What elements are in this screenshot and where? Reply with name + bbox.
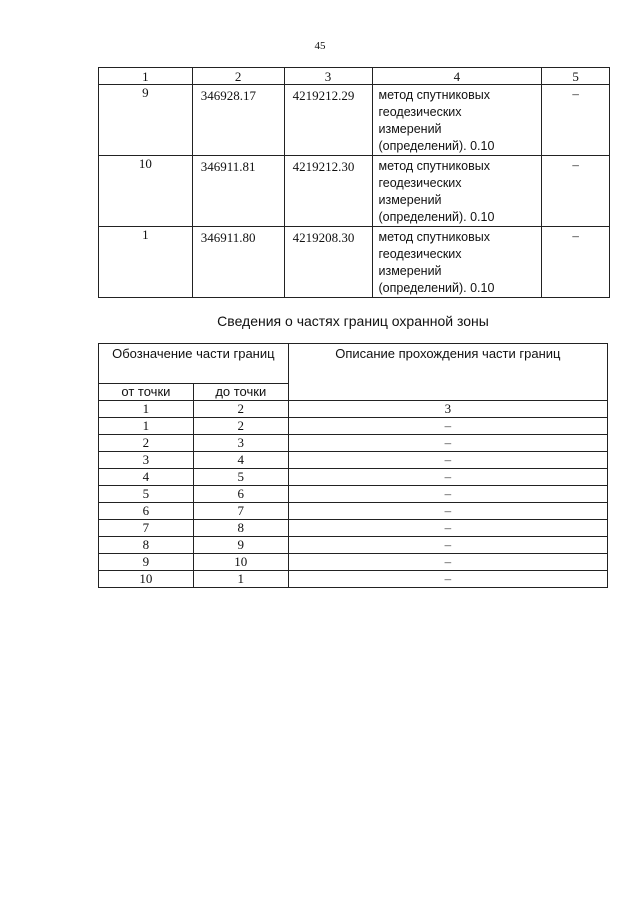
from-point: 2 <box>99 435 194 452</box>
part-description: – <box>288 486 607 503</box>
extra-value: – <box>542 85 610 156</box>
to-point: 2 <box>193 418 288 435</box>
table-row <box>99 418 608 435</box>
part-description: – <box>288 554 607 571</box>
point-number: 1 <box>99 227 193 298</box>
column-number: 5 <box>542 68 610 85</box>
parts-header-row <box>99 344 608 384</box>
coord-y: 4219212.30 <box>284 156 372 227</box>
table-row <box>99 227 610 298</box>
coord-y: 4219212.29 <box>284 85 372 156</box>
section-title: Сведения о частях границ охранной зоны <box>217 313 489 329</box>
method-line: геодезических <box>378 105 462 119</box>
from-point: 6 <box>99 503 194 520</box>
method-description <box>372 156 542 227</box>
from-header: от точки <box>99 384 194 401</box>
extra-value: – <box>542 227 610 298</box>
table-row <box>99 537 608 554</box>
column-number: 2 <box>192 68 284 85</box>
table-row <box>99 571 608 588</box>
group-header: Обозначение части границ <box>99 344 289 384</box>
part-description: – <box>288 503 607 520</box>
coord-x: 346928.17 <box>192 85 284 156</box>
coord-x: 346911.80 <box>192 227 284 298</box>
table-row <box>99 435 608 452</box>
coord-y: 4219208.30 <box>284 227 372 298</box>
part-description: – <box>288 469 607 486</box>
table-row <box>99 486 608 503</box>
column-number-row <box>99 401 608 418</box>
column-number: 4 <box>372 68 542 85</box>
coordinates-table <box>98 67 610 298</box>
table-row <box>99 503 608 520</box>
method-line: метод спутниковых <box>378 159 490 173</box>
from-point: 7 <box>99 520 194 537</box>
to-point: 6 <box>193 486 288 503</box>
coord-x: 346911.81 <box>192 156 284 227</box>
table-row <box>99 554 608 571</box>
from-point: 5 <box>99 486 194 503</box>
to-point: 9 <box>193 537 288 554</box>
part-description: – <box>288 435 607 452</box>
column-number: 1 <box>99 68 193 85</box>
table-row <box>99 85 610 156</box>
from-point: 9 <box>99 554 194 571</box>
table-row <box>99 156 610 227</box>
description-header: Описание прохождения части границ <box>288 344 607 401</box>
part-description: – <box>288 452 607 469</box>
part-description: – <box>288 571 607 588</box>
extra-value: – <box>542 156 610 227</box>
point-number: 10 <box>99 156 193 227</box>
part-description: – <box>288 537 607 554</box>
method-line: измерений <box>378 264 442 278</box>
to-point: 4 <box>193 452 288 469</box>
from-point: 10 <box>99 571 194 588</box>
from-point: 8 <box>99 537 194 554</box>
method-line: (определений). 0.10 <box>378 210 495 224</box>
from-point: 1 <box>99 418 194 435</box>
column-number: 1 <box>99 401 194 418</box>
to-point: 5 <box>193 469 288 486</box>
method-line: измерений <box>378 122 442 136</box>
boundary-parts-table <box>98 343 608 588</box>
method-description <box>372 85 542 156</box>
table-row <box>99 469 608 486</box>
part-description: – <box>288 418 607 435</box>
page-number: 45 <box>314 40 326 52</box>
method-line: (определений). 0.10 <box>378 139 495 153</box>
table-row <box>99 452 608 469</box>
method-description <box>372 227 542 298</box>
from-point: 3 <box>99 452 194 469</box>
column-number: 3 <box>288 401 607 418</box>
to-point: 1 <box>193 571 288 588</box>
column-number: 3 <box>284 68 372 85</box>
to-point: 7 <box>193 503 288 520</box>
from-point: 4 <box>99 469 194 486</box>
method-line: метод спутниковых <box>378 230 490 244</box>
coordinates-header-row <box>99 68 610 85</box>
part-description: – <box>288 520 607 537</box>
method-line: (определений). 0.10 <box>378 281 495 295</box>
table-row <box>99 520 608 537</box>
to-point: 10 <box>193 554 288 571</box>
point-number: 9 <box>99 85 193 156</box>
method-line: геодезических <box>378 247 462 261</box>
method-line: метод спутниковых <box>378 88 490 102</box>
column-number: 2 <box>193 401 288 418</box>
to-point: 8 <box>193 520 288 537</box>
to-header: до точки <box>193 384 288 401</box>
method-line: геодезических <box>378 176 462 190</box>
to-point: 3 <box>193 435 288 452</box>
method-line: измерений <box>378 193 442 207</box>
